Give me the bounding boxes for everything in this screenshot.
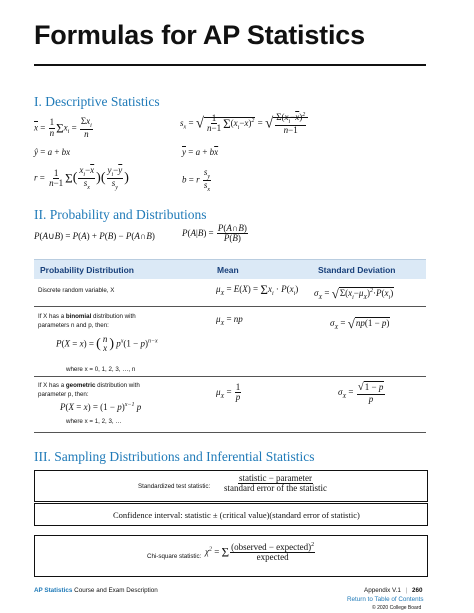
test-statistic-box (34, 470, 428, 502)
geometric-desc-line2: parameter p, then: (38, 391, 89, 398)
formula-regression-line: ŷ = a + bx (34, 147, 71, 157)
binomial-desc-line2: parameters n and p, then: (38, 322, 109, 329)
row-divider (34, 306, 426, 307)
test-statistic-label: Standardized test statistic: (138, 483, 211, 490)
formula-mean: $\overline{x}$ = $\frac{1}{n}$ $\Sigma x_i$ = $\frac{\Sigma x_i}{n}$ (34, 116, 92, 140)
row-divider (34, 376, 426, 377)
page-title: Formulas for AP Statistics (34, 20, 365, 50)
binomial-desc-bold: binomial (65, 313, 92, 320)
formula-conditional: P(A|B) = $\frac{P(A\cap B)}{P(B)}$ (182, 223, 247, 244)
table-row-binomial-desc (38, 312, 136, 330)
geometric-where: where x = 1, 2, 3, … (66, 418, 122, 425)
footer-appendix-label: Appendix V.1 (364, 587, 401, 594)
footer-course-bold: AP Statistics (34, 587, 73, 594)
column-header-distribution: Probability Distribution (40, 265, 134, 275)
formula-std-dev: $s_x$ = √ $\frac{1}{n-1}$ $\Sigma(x_i-\overline{x})^2$ = √ $\frac{\Sigma(x_i-\overline{x})^2}{n-1}$ (180, 112, 308, 136)
section-heading-descriptive: I. Descriptive Statistics (34, 94, 160, 109)
geometric-desc-post: distribution with (95, 382, 140, 389)
table-row-discrete-label: Discrete random variable, X (38, 287, 115, 294)
formula-geometric-sd: $\sigma_X$ = $\frac{√1 - p}{p}$ (338, 381, 384, 404)
formula-discrete-sd: $\sigma_X = √\Sigma(x_i-\mu_X)^2\cdot P(x_i)$ (314, 286, 394, 301)
test-stat-denominator: standard error of the statistic (224, 483, 327, 494)
chi-numerator: (observed − expected) (231, 542, 312, 552)
footer-separator: | (405, 587, 408, 594)
formula-geometric-pmf: $P(X = x) = (1 - p)^{x-1}$ p (60, 402, 142, 412)
chi-square-label: Chi-square statistic: (147, 553, 202, 560)
chi-square-box (34, 535, 428, 577)
formula-correlation: r = $\frac{1}{n-1}$ Σ( $\frac{x_i-\overline{x}}{s_x}$ )( $\frac{y_i-\overline{y}}{s_y}$ ) (34, 165, 129, 191)
formula-binomial-mean: $\mu_X$ = np (216, 314, 243, 327)
formula-union: P(A∪B) = P(A) + P(B) − P(A∩B) (34, 231, 155, 241)
footer-course-title (34, 587, 158, 594)
formula-mean-relation: $\overline{y} = a + b\overline{x}$ (182, 147, 219, 157)
test-stat-numerator: statistic − parameter (238, 473, 312, 483)
footer-page-number: 260 (412, 587, 423, 594)
formula-binomial-sd: $\sigma_X = √np(1 - p)$ (330, 316, 390, 331)
footer-course-rest: Course and Exam Description (72, 587, 158, 594)
binomial-desc-post: distribution with (91, 313, 136, 320)
footer-appendix (364, 587, 423, 594)
geometric-desc-pre: If X has a (38, 382, 66, 389)
table-row-geometric-desc (38, 381, 140, 399)
formula-geometric-mean: $\mu_X$ = $\frac{1}{p}$ (216, 382, 241, 403)
binomial-desc-pre: If X has a (38, 313, 66, 320)
chi-square-formula: $\chi^2 = \Sigma$ $\frac{(observed - expected)^2}{\text{expected}}$ (205, 542, 315, 563)
section-heading-inference: III. Sampling Distributions and Inferential Statistics (34, 449, 315, 464)
title-rule (34, 64, 426, 66)
return-to-contents-link[interactable]: Return to Table of Contents (347, 596, 424, 603)
section-heading-probability: II. Probability and Distributions (34, 207, 207, 222)
confidence-interval-box (34, 503, 428, 526)
formula-discrete-mean: $\mu_X = E(X) = \Sigma x_i \cdot P(x_i)$ (216, 282, 299, 297)
binomial-where: where x = 0, 1, 2, 3, …, n (66, 366, 136, 373)
column-header-std-dev: Standard Deviation (318, 265, 396, 275)
geometric-desc-bold: geometric (65, 382, 96, 389)
formula-slope: b = r $\frac{s_y}{s_x}$ (182, 167, 211, 193)
column-header-mean: Mean (217, 265, 239, 275)
formula-binomial-pmf: P(X = x) = ( n x ) $p^x(1 - p)^{n-x}$ (56, 334, 158, 354)
chi-denominator: expected (256, 552, 289, 563)
confidence-interval-text: Confidence interval: statistic ± (critical value)(standard error of statistic) (113, 510, 360, 520)
footer-copyright: © 2020 College Board (372, 605, 422, 611)
test-statistic-formula (222, 474, 329, 494)
table-bottom-rule (34, 432, 426, 433)
